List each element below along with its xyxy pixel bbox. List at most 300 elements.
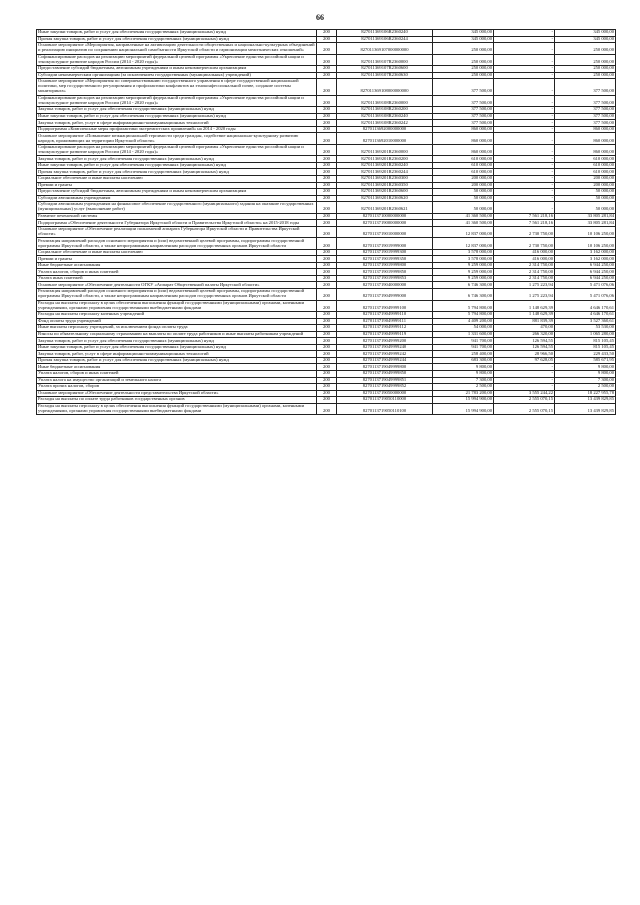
row-code-cell: 200 xyxy=(317,289,337,301)
row-code-cell: 200 xyxy=(317,126,337,133)
row-kbk-cell: 8270113719049999240 xyxy=(337,344,433,351)
row-kbk-cell: 8270113719049999112 xyxy=(337,325,433,332)
row-code-cell: 200 xyxy=(317,66,337,73)
row-name-cell: Уплата иных платежей xyxy=(37,275,317,282)
row-kbk-cell: 827011369108R2360000 xyxy=(337,95,433,107)
row-unexecuted-cell: 33 805 281,84 xyxy=(555,220,616,227)
row-name-cell: Реализация направлений расходов основного мероприятия и (или) ведомственной целевой программы, подпрограммы государственной программы Иркутской области, а также непрограммным направлениям расходов государственных органов Иркутской области xyxy=(37,289,317,301)
row-code-cell: 200 xyxy=(317,370,337,377)
row-code-cell: 200 xyxy=(317,72,337,79)
row-kbk-cell: 8270113719010000000 xyxy=(337,226,433,238)
row-name-cell: Субсидии автономным учреждениям на финансовое обеспечение государственного (муниципального) задания на оказание государственных (муниципальных) услуг (выполнение работ) xyxy=(37,202,317,214)
row-kbk-cell: 827011369107R2360630 xyxy=(337,72,433,79)
table-row xyxy=(37,226,616,238)
row-code-cell: 200 xyxy=(317,238,337,250)
row-name-cell: Основное мероприятие «Мероприятия, направленные на активизацию деятельности общественных и национально-культурных объединений и реализацию инициатив по сохранению национальной самобытности Иркутской области и гармонизации межэтнических отношений» xyxy=(38,42,315,53)
row-name-cell: Закупка товаров, работ, услуг в сфере информационно-коммуникационных технологий xyxy=(37,120,317,127)
row-executed-cell: - xyxy=(494,36,555,43)
row-unexecuted-cell: 3 527 360,61 xyxy=(555,318,616,325)
row-code-cell: 200 xyxy=(317,300,337,312)
row-name-cell: Уплата прочих налогов, сборов xyxy=(37,384,317,391)
row-executed-cell: - xyxy=(494,175,555,182)
table-row xyxy=(37,144,616,156)
row-code-cell: 200 xyxy=(317,351,337,358)
row-approved-cell: 200 000,00 xyxy=(433,182,494,189)
row-kbk-cell: 8270113719049999851 xyxy=(337,377,433,384)
row-approved-cell: 610 000,00 xyxy=(433,162,494,169)
row-name-cell: Предоставление субсидий бюджетным, автономным учреждениям и иным некоммерческим организациям xyxy=(37,66,317,73)
row-unexecuted-cell: 2 500,00 xyxy=(555,384,616,391)
row-approved-cell: 6 746 300,00 xyxy=(433,289,494,301)
row-unexecuted-cell: 50 000,00 xyxy=(555,202,616,214)
row-unexecuted-cell: 250 000,00 xyxy=(555,66,616,73)
row-executed-cell: 97 628,05 xyxy=(494,357,555,364)
row-approved-cell: 345 000,00 xyxy=(433,30,494,37)
row-kbk-cell: 827011369201R2360000 xyxy=(337,144,433,156)
row-kbk-cell: 827011369106R2360244 xyxy=(337,36,433,43)
row-approved-cell: 9 800,00 xyxy=(433,370,494,377)
row-kbk-cell: 827011369107R2360600 xyxy=(337,66,433,73)
row-approved-cell: 9 800,00 xyxy=(433,364,494,371)
table-row xyxy=(37,289,616,301)
row-executed-cell: 2 314 750,00 xyxy=(494,269,555,276)
row-executed-cell: 7 561 218,16 xyxy=(494,213,555,220)
row-executed-cell: 126 594,55 xyxy=(494,344,555,351)
row-kbk-cell: 8270113719019999800 xyxy=(337,262,433,269)
row-name-cell: Фонд оплаты труда учреждений xyxy=(37,318,317,325)
row-kbk-cell: 827011369201R2360244 xyxy=(337,169,433,176)
row-approved-cell: 4 409 200,00 xyxy=(433,318,494,325)
row-approved-cell: 1 331 600,00 xyxy=(433,331,494,338)
row-code-cell: 200 xyxy=(317,282,337,289)
row-code-cell: 200 xyxy=(317,36,337,43)
row-approved-cell: 6 746 300,00 xyxy=(433,282,494,289)
row-name-cell: Уплата налогов, сборов и иных платежей xyxy=(37,370,317,377)
row-kbk-cell: 827011369201R2360240 xyxy=(337,162,433,169)
row-code-cell: 200 xyxy=(317,162,337,169)
row-executed-cell: - xyxy=(494,144,555,156)
row-unexecuted-cell: 815 105,45 xyxy=(555,344,616,351)
row-code-cell: 200 xyxy=(317,226,337,238)
row-unexecuted-cell: 13 439 829,85 xyxy=(555,397,616,404)
row-executed-cell: - xyxy=(494,126,555,133)
row-kbk-cell: 8270113719049999800 xyxy=(337,364,433,371)
row-approved-cell: 250 000,00 xyxy=(433,66,494,73)
row-executed-cell: - xyxy=(494,370,555,377)
row-unexecuted-cell: 200 000,00 xyxy=(555,175,616,182)
row-kbk-cell: 827011369108R2360200 xyxy=(337,107,433,114)
row-kbk-cell: 8270113719049999850 xyxy=(337,370,433,377)
row-code-cell: 200 xyxy=(317,256,337,263)
row-name-cell: Расходы на выплаты персоналу в целях обеспечения выполнения функций государственными (муниципальными) органами, казенными учреждениями, органами управления государственными внебюджетными фондами xyxy=(37,403,317,415)
row-executed-cell: 1 275 223,94 xyxy=(494,289,555,301)
row-name-cell: Закупка товаров, работ и услуг для обеспечения государственных (муниципальных) нужд xyxy=(37,156,317,163)
row-executed-cell: - xyxy=(494,30,555,37)
row-executed-cell: - xyxy=(494,120,555,127)
row-unexecuted-cell: 1 065 280,00 xyxy=(555,331,616,338)
row-executed-cell: - xyxy=(494,133,555,145)
row-unexecuted-cell: 7 300,00 xyxy=(555,377,616,384)
row-executed-cell: 2 555 070,15 xyxy=(494,397,555,404)
table-row xyxy=(37,390,616,397)
row-executed-cell: 2 555 070,15 xyxy=(494,403,555,415)
row-unexecuted-cell: 13 439 829,85 xyxy=(555,403,616,415)
row-executed-cell: 881 839,39 xyxy=(494,318,555,325)
row-unexecuted-cell: 6 944 250,00 xyxy=(555,269,616,276)
row-kbk-cell: 8270113719050110000 xyxy=(337,397,433,404)
row-unexecuted-cell: 860 000,00 xyxy=(555,126,616,133)
row-kbk-cell: 8270113719049999244 xyxy=(337,357,433,364)
row-name-cell: Прочая закупка товаров, работ и услуг для обеспечения государственных (муниципальных) нужд xyxy=(37,169,317,176)
row-approved-cell: 250 000,00 xyxy=(433,72,494,79)
row-name-cell: Реализация направлений расходов основного мероприятия и (или) ведомственной целевой программы, подпрограммы государственной программы Иркутской области, а также непрограммным направлениям расходов государственных органов Иркутской области xyxy=(37,238,317,250)
table-row xyxy=(37,95,616,107)
table-row xyxy=(37,397,616,404)
row-executed-cell: - xyxy=(494,189,555,196)
table-row xyxy=(37,43,616,55)
row-name-cell: Развитие печеночной системы xyxy=(37,213,317,220)
row-code-cell: 200 xyxy=(317,182,337,189)
row-name-cell: Иные закупки товаров, работ и услуг для обеспечения государственных (муниципальных) нужд xyxy=(37,344,317,351)
row-executed-cell: 2 314 750,00 xyxy=(494,262,555,269)
row-unexecuted-cell: 3 162 000,00 xyxy=(555,249,616,256)
row-name-cell: Основное мероприятие «Обеспечение деятельности представительства Иркутской области» xyxy=(37,390,317,397)
row-kbk-cell: 8270113719049999111 xyxy=(337,318,433,325)
row-name-cell: Премии и гранты xyxy=(37,256,317,263)
row-executed-cell: 2 730 750,00 xyxy=(494,238,555,250)
row-kbk-cell: 8270113719040000000 xyxy=(337,282,433,289)
row-code-cell: 200 xyxy=(317,79,337,95)
row-kbk-cell: 827011369107R2360000 xyxy=(337,54,433,66)
row-approved-cell: 54 000,00 xyxy=(433,325,494,332)
row-code-cell: 200 xyxy=(317,318,337,325)
row-approved-cell: 377 500,00 xyxy=(433,120,494,127)
row-code-cell: 200 xyxy=(317,156,337,163)
row-code-cell: 200 xyxy=(317,357,337,364)
row-code-cell: 200 xyxy=(317,43,337,55)
row-executed-cell: 470,00 xyxy=(494,325,555,332)
row-code-cell: 200 xyxy=(317,213,337,220)
row-name-cell: Расходы на выплаты персоналу в целях обеспечения выполнения функций государственными (муниципальными) органами, казенными учреждениями, органами управления государственными внебюджетными фондами xyxy=(37,300,317,312)
row-kbk-cell: 8270113719050110100 xyxy=(337,403,433,415)
row-code-cell: 200 xyxy=(317,220,337,227)
row-code-cell: 200 xyxy=(317,120,337,127)
row-executed-cell: 2 730 750,00 xyxy=(494,226,555,238)
row-unexecuted-cell: 860 000,00 xyxy=(555,144,616,156)
row-unexecuted-cell: 345 000,00 xyxy=(555,36,616,43)
row-kbk-cell: 8270113719049999100 xyxy=(337,300,433,312)
row-unexecuted-cell: 3 162 000,00 xyxy=(555,256,616,263)
row-unexecuted-cell: 345 000,00 xyxy=(555,30,616,37)
row-approved-cell: 15 994 900,00 xyxy=(433,397,494,404)
row-executed-cell: - xyxy=(494,156,555,163)
table-row xyxy=(37,133,616,145)
row-code-cell: 200 xyxy=(317,144,337,156)
row-unexecuted-cell: 33 805 281,84 xyxy=(555,213,616,220)
row-name-cell: Субсидии автономным учреждениям xyxy=(37,195,317,202)
row-approved-cell: 7 300,00 xyxy=(433,377,494,384)
table-row xyxy=(37,220,616,227)
row-approved-cell: 9 259 000,00 xyxy=(433,262,494,269)
row-code-cell: 200 xyxy=(317,202,337,214)
row-name-cell: Софинансирование расходов на реализацию мероприятий федеральной целевой программы «Укрепление единства российской нации и этнокультурное развитие народов России (2014 - 2020 годы)» xyxy=(37,54,317,66)
row-unexecuted-cell: 377 500,00 xyxy=(555,95,616,107)
row-code-cell: 200 xyxy=(317,364,337,371)
row-code-cell: 200 xyxy=(317,384,337,391)
row-executed-cell: - xyxy=(494,113,555,120)
row-unexecuted-cell: 6 944 250,00 xyxy=(555,262,616,269)
row-kbk-cell: 827011369106R2360240 xyxy=(337,30,433,37)
page-number: 66 xyxy=(316,13,324,22)
row-name-cell: Основное мероприятие «Повышение межнациональной терпимости среди граждан, содействие национально-культурному развитию народов, проживающих на территории Иркутской области» xyxy=(37,133,317,145)
row-code-cell: 200 xyxy=(317,54,337,66)
row-unexecuted-cell: 200 000,00 xyxy=(555,182,616,189)
row-name-cell: Подпрограмма «Обеспечение деятельности Губернатора Иркутской области и Правительства Иркутской области» на 2015-2018 годы xyxy=(37,220,317,227)
row-kbk-cell: 827011369201R2360350 xyxy=(337,182,433,189)
table-row xyxy=(37,79,616,95)
row-code-cell: 200 xyxy=(317,169,337,176)
row-name-cell: Иные выплаты персоналу учреждений, за исключением фонда оплаты труда xyxy=(37,325,317,332)
row-approved-cell: 3 578 000,00 xyxy=(433,256,494,263)
row-kbk-cell: 8270113719019999853 xyxy=(337,275,433,282)
row-executed-cell: 1 148 629,39 xyxy=(494,312,555,319)
row-kbk-cell: 8270113692010000000 xyxy=(337,133,433,145)
row-code-cell: 200 xyxy=(317,113,337,120)
row-executed-cell: - xyxy=(494,54,555,66)
row-name-cell: Премии и гранты xyxy=(37,182,317,189)
row-executed-cell: 28 966,50 xyxy=(494,351,555,358)
row-name-cell: Взносы по обязательному социальному страхованию на выплаты по оплате труда работников и иные выплаты работникам учреждений xyxy=(37,331,317,338)
row-unexecuted-cell: 610 000,00 xyxy=(555,169,616,176)
row-kbk-cell: 8270113710000000000 xyxy=(337,213,433,220)
row-name-cell: Субсидии некоммерческим организациям (за исключением государственных (муниципальных) учреждений) xyxy=(37,72,317,79)
row-name-cell: Закупка товаров, работ и услуг для обеспечения государственных (муниципальных) нужд xyxy=(37,107,317,114)
row-approved-cell: 860 000,00 xyxy=(433,133,494,145)
row-code-cell: 200 xyxy=(317,95,337,107)
row-code-cell: 200 xyxy=(317,195,337,202)
row-kbk-cell: 8270113719019999300 xyxy=(337,249,433,256)
row-code-cell: 200 xyxy=(317,331,337,338)
row-kbk-cell: 827011369201R2360620 xyxy=(337,195,433,202)
row-executed-cell: - xyxy=(494,195,555,202)
row-kbk-cell: 827011369108R2360242 xyxy=(337,120,433,127)
row-approved-cell: 377 500,00 xyxy=(433,107,494,114)
row-approved-cell: 3 578 000,00 xyxy=(433,249,494,256)
row-approved-cell: 377 500,00 xyxy=(433,113,494,120)
row-unexecuted-cell: 9 800,00 xyxy=(555,364,616,371)
row-code-cell: 200 xyxy=(317,338,337,345)
row-name-cell: Социальное обеспечение и иные выплаты населению xyxy=(37,249,317,256)
row-name-cell: Уплата налога на имущество организаций и земельного налога xyxy=(37,377,317,384)
row-kbk-cell: 8270113719000000000 xyxy=(337,220,433,227)
row-approved-cell: 377 500,00 xyxy=(433,79,494,95)
row-approved-cell: 200 000,00 xyxy=(433,175,494,182)
row-unexecuted-cell: 250 000,00 xyxy=(555,43,616,55)
row-kbk-cell: 8270113719049999000 xyxy=(337,289,433,301)
row-approved-cell: 610 000,00 xyxy=(433,156,494,163)
row-unexecuted-cell: 250 000,00 xyxy=(555,54,616,66)
row-approved-cell: 9 259 000,00 xyxy=(433,269,494,276)
row-name-cell: Расходы на выплаты персоналу казенных учреждений xyxy=(37,312,317,319)
row-executed-cell: - xyxy=(494,202,555,214)
row-approved-cell: 5 794 800,00 xyxy=(433,300,494,312)
row-kbk-cell: 8270113719049999242 xyxy=(337,351,433,358)
row-executed-cell: 416 000,00 xyxy=(494,256,555,263)
row-kbk-cell: 827011369201R2360300 xyxy=(337,175,433,182)
row-approved-cell: 15 994 900,00 xyxy=(433,403,494,415)
table-row xyxy=(37,403,616,415)
row-code-cell: 200 xyxy=(317,107,337,114)
row-unexecuted-cell: 50 000,00 xyxy=(555,189,616,196)
row-approved-cell: 9 259 000,00 xyxy=(433,275,494,282)
row-approved-cell: 50 000,00 xyxy=(433,195,494,202)
row-approved-cell: 258 400,00 xyxy=(433,351,494,358)
row-kbk-cell: 8270113692000000000 xyxy=(337,126,433,133)
row-kbk-cell: 8270113719019999850 xyxy=(337,269,433,276)
table-row xyxy=(37,54,616,66)
row-approved-cell: 377 500,00 xyxy=(433,95,494,107)
row-code-cell: 200 xyxy=(317,325,337,332)
row-unexecuted-cell: 610 000,00 xyxy=(555,156,616,163)
row-name-cell: Иные закупки товаров, работ и услуг для обеспечения государственных (муниципальных) нужд xyxy=(37,113,317,120)
row-approved-cell: 21 783 200,00 xyxy=(433,390,494,397)
row-executed-cell: 2 314 750,00 xyxy=(494,275,555,282)
row-name-cell: Софинансирование расходов на реализацию мероприятий федеральной целевой программы «Укрепление единства российской нации и этнокультурное развитие народов России (2014 - 2020 годы)» xyxy=(37,95,317,107)
row-executed-cell: 7 561 218,16 xyxy=(494,220,555,227)
table-row xyxy=(37,282,616,289)
row-unexecuted-cell: 18 227 955,78 xyxy=(555,390,616,397)
row-unexecuted-cell: 860 000,00 xyxy=(555,133,616,145)
row-executed-cell: 266 320,00 xyxy=(494,331,555,338)
row-unexecuted-cell: 4 646 170,61 xyxy=(555,300,616,312)
row-name-cell: Закупка товаров, работ, услуг в сфере информационно-коммуникационных технологий xyxy=(37,351,317,358)
row-name-cell: Иные бюджетные ассигнования xyxy=(37,364,317,371)
row-unexecuted-cell: 53 530,00 xyxy=(555,325,616,332)
row-executed-cell: - xyxy=(494,66,555,73)
row-name-cell: Предоставление субсидий бюджетным, автономным учреждениям и иным некоммерческим организациям xyxy=(37,189,317,196)
row-approved-cell: 250 000,00 xyxy=(433,54,494,66)
row-kbk-cell: 8270113719049999119 xyxy=(337,331,433,338)
row-unexecuted-cell: 377 500,00 xyxy=(555,113,616,120)
row-code-cell: 200 xyxy=(317,133,337,145)
row-name-cell: Иные закупки товаров, работ и услуг для обеспечения государственных (муниципальных) нужд xyxy=(37,30,317,37)
row-executed-cell: - xyxy=(494,107,555,114)
row-code-cell: 200 xyxy=(317,390,337,397)
row-name-cell: Прочая закупка товаров, работ и услуг для обеспечения государственных (муниципальных) нужд xyxy=(37,36,317,43)
row-unexecuted-cell: 377 500,00 xyxy=(555,107,616,114)
row-approved-cell: 860 000,00 xyxy=(433,144,494,156)
row-approved-cell: 2 500,00 xyxy=(433,384,494,391)
row-name-cell: Софинансирование расходов на реализацию мероприятий федеральной целевой программы «Укрепление единства российской нации и этнокультурное развитие народов России (2014 - 2020 годы)» xyxy=(37,144,317,156)
row-unexecuted-cell: 585 671,95 xyxy=(555,357,616,364)
row-name-cell: Закупка товаров, работ и услуг для обеспечения государственных (муниципальных) нужд xyxy=(37,338,317,345)
row-kbk-cell: 8270113719050000000 xyxy=(337,390,433,397)
row-code-cell: 200 xyxy=(317,269,337,276)
row-executed-cell: 416 000,00 xyxy=(494,249,555,256)
row-kbk-cell: 8270113719049999852 xyxy=(337,384,433,391)
row-kbk-cell: 827011369201R2360200 xyxy=(337,156,433,163)
row-code-cell: 200 xyxy=(317,344,337,351)
row-approved-cell: 250 000,00 xyxy=(433,43,494,55)
row-executed-cell: - xyxy=(494,72,555,79)
row-name-cell: Иные бюджетные ассигнования xyxy=(37,262,317,269)
row-code-cell: 200 xyxy=(317,262,337,269)
row-code-cell: 200 xyxy=(317,275,337,282)
row-unexecuted-cell: 377 500,00 xyxy=(555,79,616,95)
row-kbk-cell: 8270113719019999000 xyxy=(337,238,433,250)
row-approved-cell: 683 300,00 xyxy=(433,357,494,364)
row-name-cell: Расходы на выплаты по оплате труда работников государственных органов xyxy=(37,397,317,404)
row-approved-cell: 12 837 000,00 xyxy=(433,238,494,250)
row-code-cell: 200 xyxy=(317,312,337,319)
row-approved-cell: 41 360 500,00 xyxy=(433,213,494,220)
row-kbk-cell: 827011369107000000000 xyxy=(337,43,433,55)
row-executed-cell: - xyxy=(494,377,555,384)
row-code-cell: 200 xyxy=(317,403,337,415)
row-unexecuted-cell: 229 433,50 xyxy=(555,351,616,358)
budget-execution-table xyxy=(36,29,616,415)
row-unexecuted-cell: 377 500,00 xyxy=(555,120,616,127)
row-executed-cell: - xyxy=(494,162,555,169)
row-name-cell: Основное мероприятие «Мероприятия по совершенствованию государственного управления в сфере государственной национальной политики, мер государственного регулирования и профилактики конфликтов на этноконфессиональной почве, создание системы мониторинга» xyxy=(37,79,317,95)
row-executed-cell: - xyxy=(494,384,555,391)
row-unexecuted-cell: 50 000,00 xyxy=(555,195,616,202)
row-unexecuted-cell: 9 800,00 xyxy=(555,370,616,377)
row-name-cell: Социальное обеспечение и иные выплаты населению xyxy=(37,175,317,182)
row-code-cell: 200 xyxy=(317,189,337,196)
row-code-cell: 200 xyxy=(317,30,337,37)
row-name-cell: Подпрограмма «Комплексные меры профилактики экстремистских проявлений» на 2014 - 2020 годы xyxy=(37,126,317,133)
row-approved-cell: 12 837 000,00 xyxy=(433,226,494,238)
row-executed-cell: - xyxy=(494,169,555,176)
row-unexecuted-cell: 250 000,00 xyxy=(555,72,616,79)
table-row xyxy=(37,300,616,312)
row-code-cell: 200 xyxy=(317,249,337,256)
row-unexecuted-cell: 815 105,45 xyxy=(555,338,616,345)
row-approved-cell: 941 700,00 xyxy=(433,338,494,345)
row-executed-cell: 1 275 223,94 xyxy=(494,282,555,289)
row-name-cell: Уплата налогов, сборов и иных платежей xyxy=(37,269,317,276)
row-unexecuted-cell: 10 106 250,00 xyxy=(555,226,616,238)
row-executed-cell: 1 148 629,39 xyxy=(494,300,555,312)
row-executed-cell: 3 555 244,22 xyxy=(494,390,555,397)
row-unexecuted-cell: 610 000,00 xyxy=(555,162,616,169)
row-code-cell: 200 xyxy=(317,377,337,384)
row-kbk-cell: 827011369108000000000 xyxy=(337,79,433,95)
row-approved-cell: 50 000,00 xyxy=(433,202,494,214)
table-row xyxy=(37,312,616,319)
row-approved-cell: 345 000,00 xyxy=(433,36,494,43)
row-executed-cell: - xyxy=(494,95,555,107)
row-approved-cell: 50 000,00 xyxy=(433,189,494,196)
table-row xyxy=(37,202,616,214)
row-kbk-cell: 827011369201R2360621 xyxy=(337,202,433,214)
row-code-cell: 200 xyxy=(317,397,337,404)
row-kbk-cell: 8270113719049999200 xyxy=(337,338,433,345)
row-approved-cell: 860 000,00 xyxy=(433,126,494,133)
table-row xyxy=(37,238,616,250)
row-name-cell: Основное мероприятие «Обеспечение реализации полномочий аппарата Губернатора Иркутской области и Правительства Иркутской области» xyxy=(37,226,317,238)
row-name-cell: Иные закупки товаров, работ и услуг для обеспечения государственных (муниципальных) нужд xyxy=(37,162,317,169)
row-approved-cell: 41 360 500,00 xyxy=(433,220,494,227)
row-unexecuted-cell: 5 471 076,06 xyxy=(555,282,616,289)
row-approved-cell: 5 794 800,00 xyxy=(433,312,494,319)
row-kbk-cell: 827011369201R2360600 xyxy=(337,189,433,196)
row-kbk-cell: 8270113719019999350 xyxy=(337,256,433,263)
row-approved-cell: 610 000,00 xyxy=(433,169,494,176)
row-executed-cell: 126 594,55 xyxy=(494,338,555,345)
row-code-cell: 200 xyxy=(317,175,337,182)
